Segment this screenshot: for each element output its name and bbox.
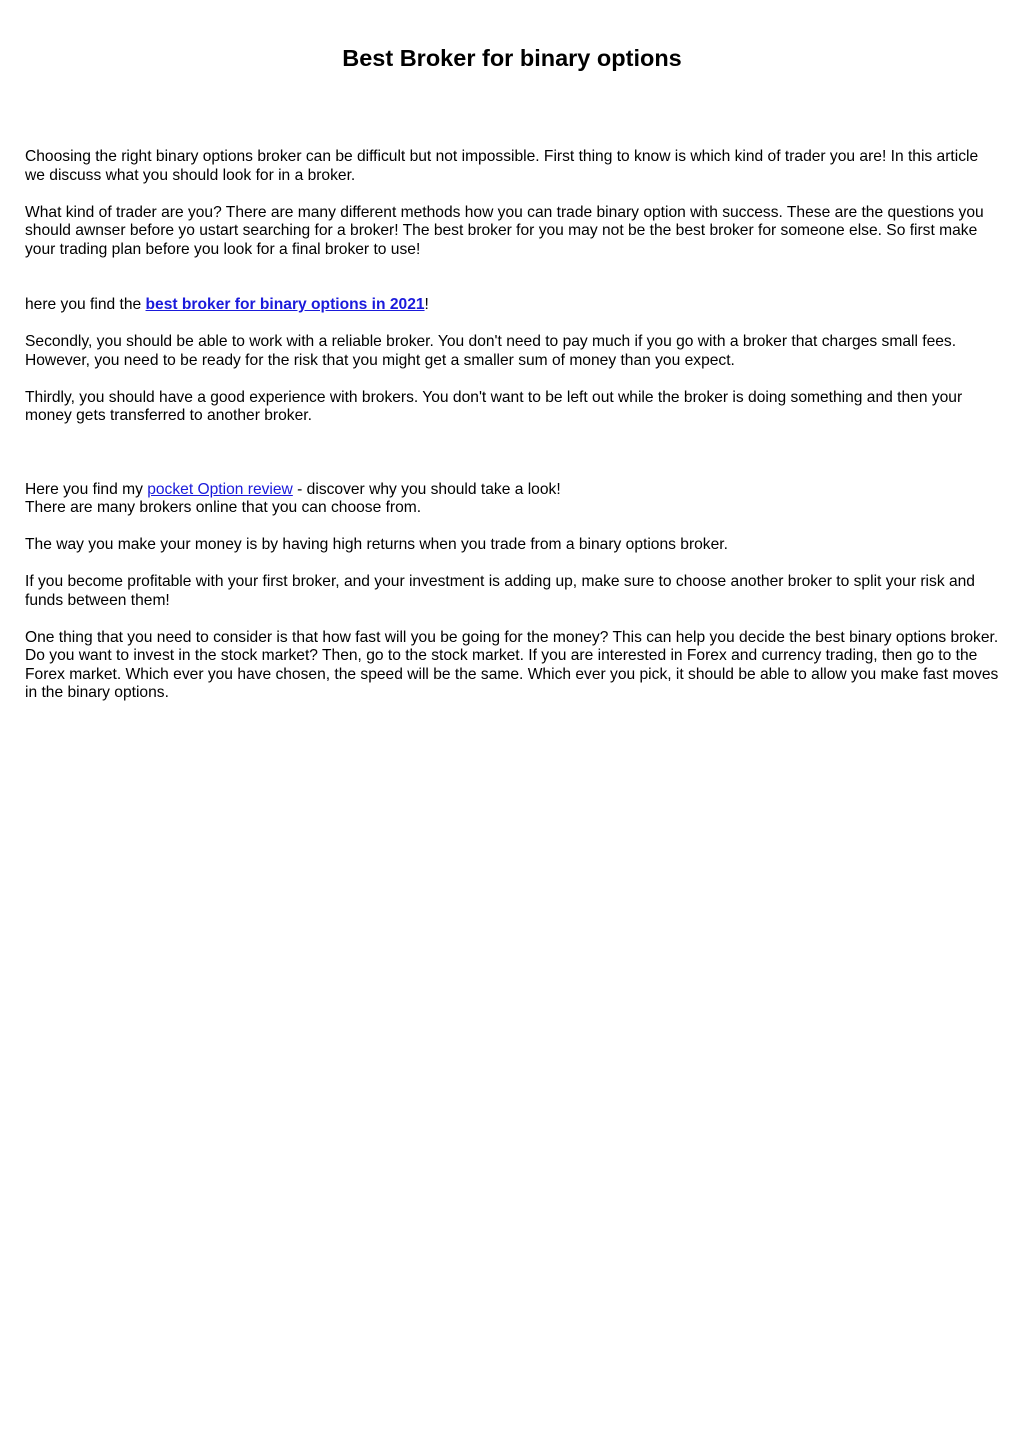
paragraph-spacer [25,555,1000,574]
paragraph-reliable-broker: Secondly, you should be able to work with a reliable broker. You don't need to pay much if you go with a broker that charges small fees. However, you need to be ready for the risk that you might get a smaller sum of money than you expect. [25,333,957,369]
text-before-link: Here you find my [25,480,148,498]
paragraph-high-returns: The way you make your money is by having high returns when you trade from a binary options broker. [25,536,728,553]
pocket-option-review-link[interactable]: pocket Option review [147,480,293,498]
paragraph-spacer [25,518,1000,537]
paragraph-split-risk: If you become profitable with your first broker, and your investment is adding up, make sure to choose another broker to split your risk and funds between them! [25,573,975,609]
text-after-link: - discover why you should take a look! [292,480,561,498]
article-body [25,148,1000,703]
paragraph-spacer [25,259,1000,296]
paragraph-experience: Thirdly, you should have a good experience with brokers. You don't want to be left out while the broker is doing something and then your money gets transferred to another broker. [25,388,963,424]
paragraph-spacer [25,610,1000,629]
paragraph-spacer [25,185,1000,204]
paragraph-speed: One thing that you need to consider is that how fast will you be going for the money? This can help you decide the best binary options broker. Do you want to invest in the stock market? Then, go to the stock market. If you are interested in Forex and currency trading, then go to the Forex market. Which ever you have chosen, the speed will be the same. Which ever you pick, it should be able to allow you make fast moves in the binary options. [25,628,999,701]
best-broker-link[interactable]: best broker for binary options in 2021 [145,296,425,313]
paragraph-many-brokers: There are many brokers online that you can choose from. [25,499,422,516]
paragraph-spacer [25,370,1000,389]
paragraph-pocket-option-link [25,481,1000,500]
paragraph-best-broker-link [25,296,1000,315]
paragraph-spacer [25,426,1000,481]
text-after-link: ! [424,296,429,313]
text-before-link: here you find the [25,296,146,313]
paragraph-spacer [25,315,1000,334]
paragraph-trader-type: What kind of trader are you? There are many different methods how you can trade binary option with success. These are the questions you should awnser before yo ustart searching for a broker! The best broker for you may not be the best broker for someone else. So first make your trading plan before you look for a final broker to use! [25,203,984,258]
paragraph-intro: Choosing the right binary options broker can be difficult but not impossible. First thing to know is which kind of trader you are! In this article we discuss what you should look for in a broker. [25,148,979,184]
page-title: Best Broker for binary options [342,45,682,71]
